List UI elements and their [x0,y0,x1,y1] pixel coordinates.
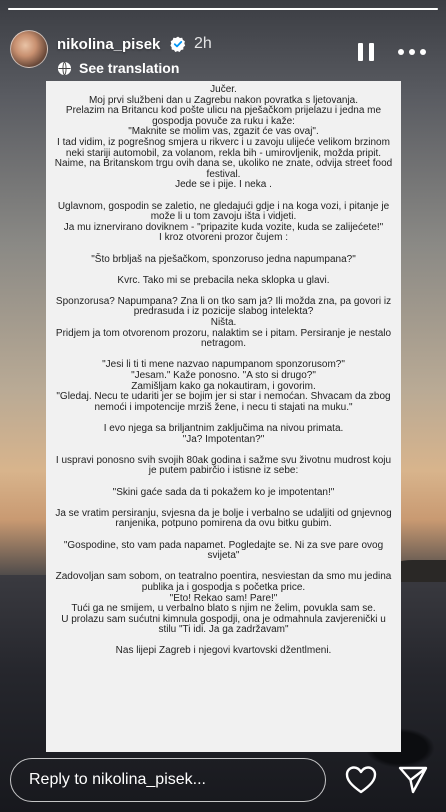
post-time: 2h [194,35,212,52]
pause-icon [358,43,363,61]
reply-input[interactable] [10,758,326,802]
story-paragraph: "Jesi li ti ti mene nazvao napumpanom sponzorusom?" [102,359,345,371]
story-paragraph: Tući ga ne smijem, u verbalno blato s njim ne želim, povukla sam se. [71,603,376,615]
story-paragraph: Jede se i pije. I neka . [175,179,272,191]
story-paragraph: Ja mu iznervirano doviknem - "pripazite kuda vozite, kuda se zalijećete!" [63,221,384,233]
story-paragraph: Zadovoljan sam sobom, on teatralno poentira, nesviestan da smo mu jedina publika ja i gospodja s početka price. [55,571,392,593]
story-paragraph: "Jesam." Kaže ponosno. "A sto si drugo?" [131,370,316,382]
story-progress-fill [8,8,438,10]
story-paragraph: "Gospodine, sto vam pada napamet. Pogledajte se. Ni za sve pare ovog svijeta" [63,539,384,562]
send-icon[interactable] [397,765,429,795]
more-dots-icon [409,49,415,55]
verified-badge-icon [170,36,186,52]
story-text-card [46,81,401,752]
story-paragraph: Kvrc. Tako mi se prebacila neka sklopka u glavi. [117,274,330,286]
heart-icon[interactable] [345,765,377,795]
story-paragraph: Nas lijepi Zagreb i njegovi kvartovski džentlmeni. [115,645,332,657]
story-paragraph: "Maknite se molim vas, zgazit će vas ovaj". [128,126,319,138]
story-paragraph: Jučer. [210,84,237,95]
story-paragraph: Zamišljam kako ga nokautiram, i govorim. [131,380,316,392]
story-paragraph: U prolazu sam sućutni kimnula gospodji, ona je odmahnula zavjerenički u stilu "Ti idi. Ja ga zadržavam" [61,613,386,636]
more-dots-icon [420,49,426,55]
story-paragraph: "Gledaj. Necu te udariti jer se bojim jer si star i nemoćan. Shvacam da zbog nemoći i impotencije mrziš žene, i necu ti stajati na muku." [56,391,391,413]
more-dots-icon [398,49,404,55]
story-paragraph: I evo njega sa briljantnim zaključima na nivou primata. [103,423,344,434]
story-paragraph: "Ja? Impotentan?" [182,433,265,445]
story-paragraph: Pridjem ja tom otvorenom prozoru, nalaktim se i pitam. Persiranje je nestalo netragom. [55,327,392,350]
story-paragraph: Prelazim na Britancu kod pošte ulicu na pješačkom prijelazu i jedna me gospodja povuče za ruku i kaže: [65,105,382,127]
avatar[interactable] [10,30,48,68]
story-progress-bar [8,8,438,10]
pause-button[interactable] [354,40,378,64]
username-link[interactable]: nikolina_pisek [57,36,161,53]
story-paragraph: Ja se vratim persiranju, svjesna da je bolje i verbalno se udaljiti od gnjevnog ranjenika, potpuno pomirena da ovu bitku gubim. [55,507,392,530]
story-paragraph: "Eto! Rekao sam! Pare!" [169,592,278,604]
story-paragraph: Uglavnom, gospodin se zaletio, ne gledajući gdje i na koga vozi, i pitanje je može li u tom zavoju išta i vidjeti. [57,200,390,223]
globe-icon [57,61,72,76]
story-paragraph: I kroz otvoreni prozor čujem : [159,232,288,244]
story-paragraph: Ništa. [210,317,237,329]
story-paragraph: Sponzorusa? Napumpana? Zna li on tko sam ja? Ili možda zna, pa govori iz predrasuda i iz pozicije slabog intelekta? [55,295,392,318]
story-paragraph: Moj prvi službeni dan u Zagrebu nakon povratka s ljetovanja. [88,94,359,106]
story-paragraph: I tad vidim, iz pogrešnog smjera u rikverc i u zavoju ulijeće velikom brzinom neki stariji automobil, za volanom, rekla bih - umirovljenik, možda pripit. [57,136,390,159]
story-paragraph: "Skini gaće sada da ti pokažem ko je impotentan!" [112,486,335,498]
story-paragraph: "Što brbljaš na pješačkom, sponzoruso jedna napumpana?" [91,253,356,265]
see-translation-label: See translation [79,60,180,76]
more-options-button[interactable] [396,40,428,64]
pause-icon [369,43,374,61]
story-paragraph: I uspravi ponosno svih svojih 80ak godina i sažme svu životnu mudrost koju je putem pabirčio i istisne iz sebe: [55,454,392,477]
story-header [0,28,446,84]
story-paragraph: Naime, na Britanskom trgu ovih dana se, ukoliko ne znate, odvija street food festival. [54,158,393,180]
